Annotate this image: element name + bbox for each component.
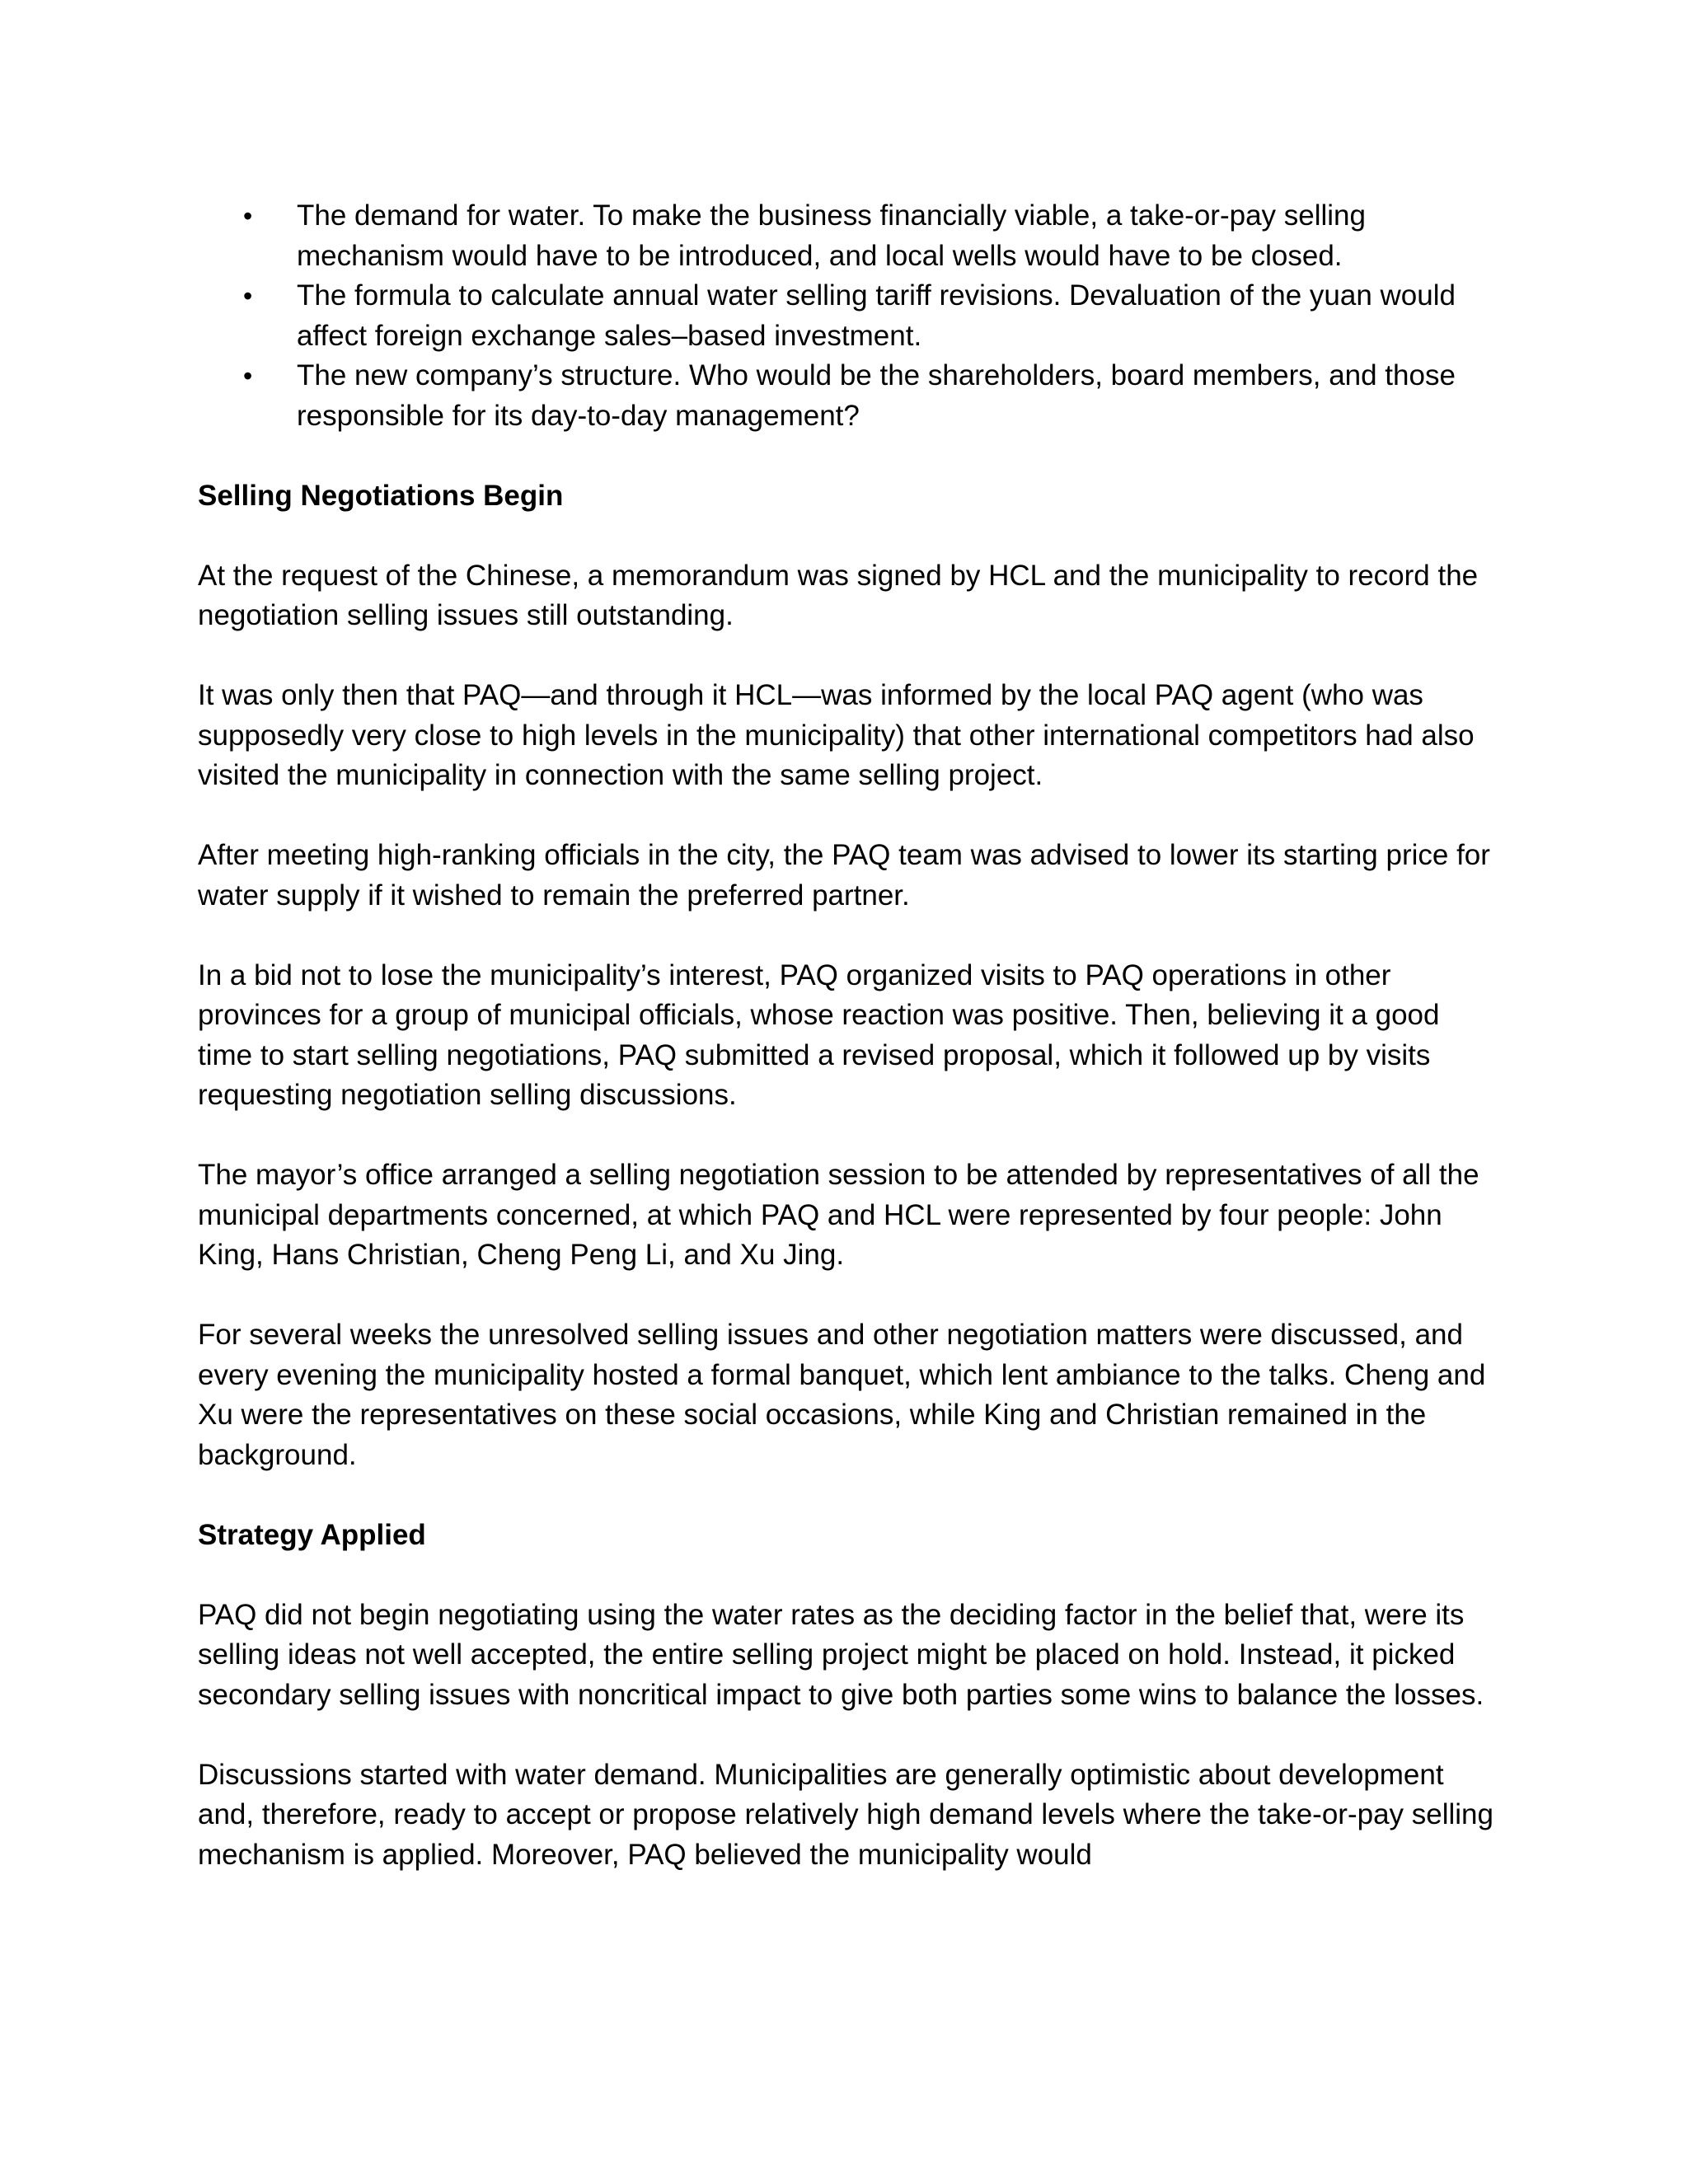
document-body	[198, 196, 1500, 1875]
list-item-text: The new company’s structure. Who would be the shareholders, board members, and those responsible for its day-to-day management?	[297, 359, 1456, 432]
list-item	[198, 356, 1500, 436]
list-item	[198, 196, 1500, 276]
bullet-icon: •	[243, 361, 253, 391]
section-heading-selling-negotiations: Selling Negotiations Begin	[198, 479, 564, 512]
paragraph: In a bid not to lose the municipality’s interest, PAQ organized visits to PAQ operations in other provinces for a group of municipal officials, whose reaction was positive. Then, believing it a good time to start selling negotiations, PAQ submitted a revised proposal, which it followed up by visits requesting negotiation selling discussions.	[198, 958, 1440, 1111]
paragraph: The mayor’s office arranged a selling negotiation session to be attended by representatives of all the municipal departments concerned, at which PAQ and HCL were represented by four people: John King, Hans Christian, Cheng Peng Li, and Xu Jing.	[198, 1159, 1479, 1271]
list-item-text: The formula to calculate annual water selling tariff revisions. Devaluation of the yuan would affect foreign exchange sales–based investment.	[297, 279, 1456, 352]
paragraph: PAQ did not begin negotiating using the water rates as the deciding factor in the belief that, were its selling ideas not well accepted, the entire selling project might be placed on hold. Instead, it picked secondary selling issues with noncritical impact to give both parties some wins to balance the losses.	[198, 1598, 1484, 1711]
bullet-list	[198, 196, 1500, 436]
bullet-icon: •	[243, 201, 253, 231]
paragraph: For several weeks the unresolved selling issues and other negotiation matters were discussed, and every evening the municipality hosted a formal banquet, which lent ambiance to the talks. Cheng and Xu were the representatives on these social occasions, while King and Christian remained in the background.	[198, 1319, 1486, 1471]
list-item	[198, 276, 1500, 356]
list-item-text: The demand for water. To make the business financially viable, a take-or-pay selling mechanism would have to be introduced, and local wells would have to be closed.	[297, 199, 1366, 272]
paragraph: At the request of the Chinese, a memorandum was signed by HCL and the municipality to record the negotiation selling issues still outstanding.	[198, 559, 1479, 631]
paragraph: It was only then that PAQ—and through it HCL—was informed by the local PAQ agent (who was supposedly very close to high levels in the municipality) that other international competitors had also visited the municipality in connection with the same selling project.	[198, 679, 1475, 791]
paragraph: After meeting high-ranking officials in the city, the PAQ team was advised to lower its starting price for water supply if it wished to remain the preferred partner.	[198, 839, 1490, 912]
section-heading-strategy-applied: Strategy Applied	[198, 1518, 426, 1551]
bullet-icon: •	[243, 281, 253, 311]
paragraph: Discussions started with water demand. Municipalities are generally optimistic about development and, therefore, ready to accept or propose relatively high demand levels where the take-or-pay selling mechanism is applied. Moreover, PAQ believed the municipality would	[198, 1758, 1493, 1871]
